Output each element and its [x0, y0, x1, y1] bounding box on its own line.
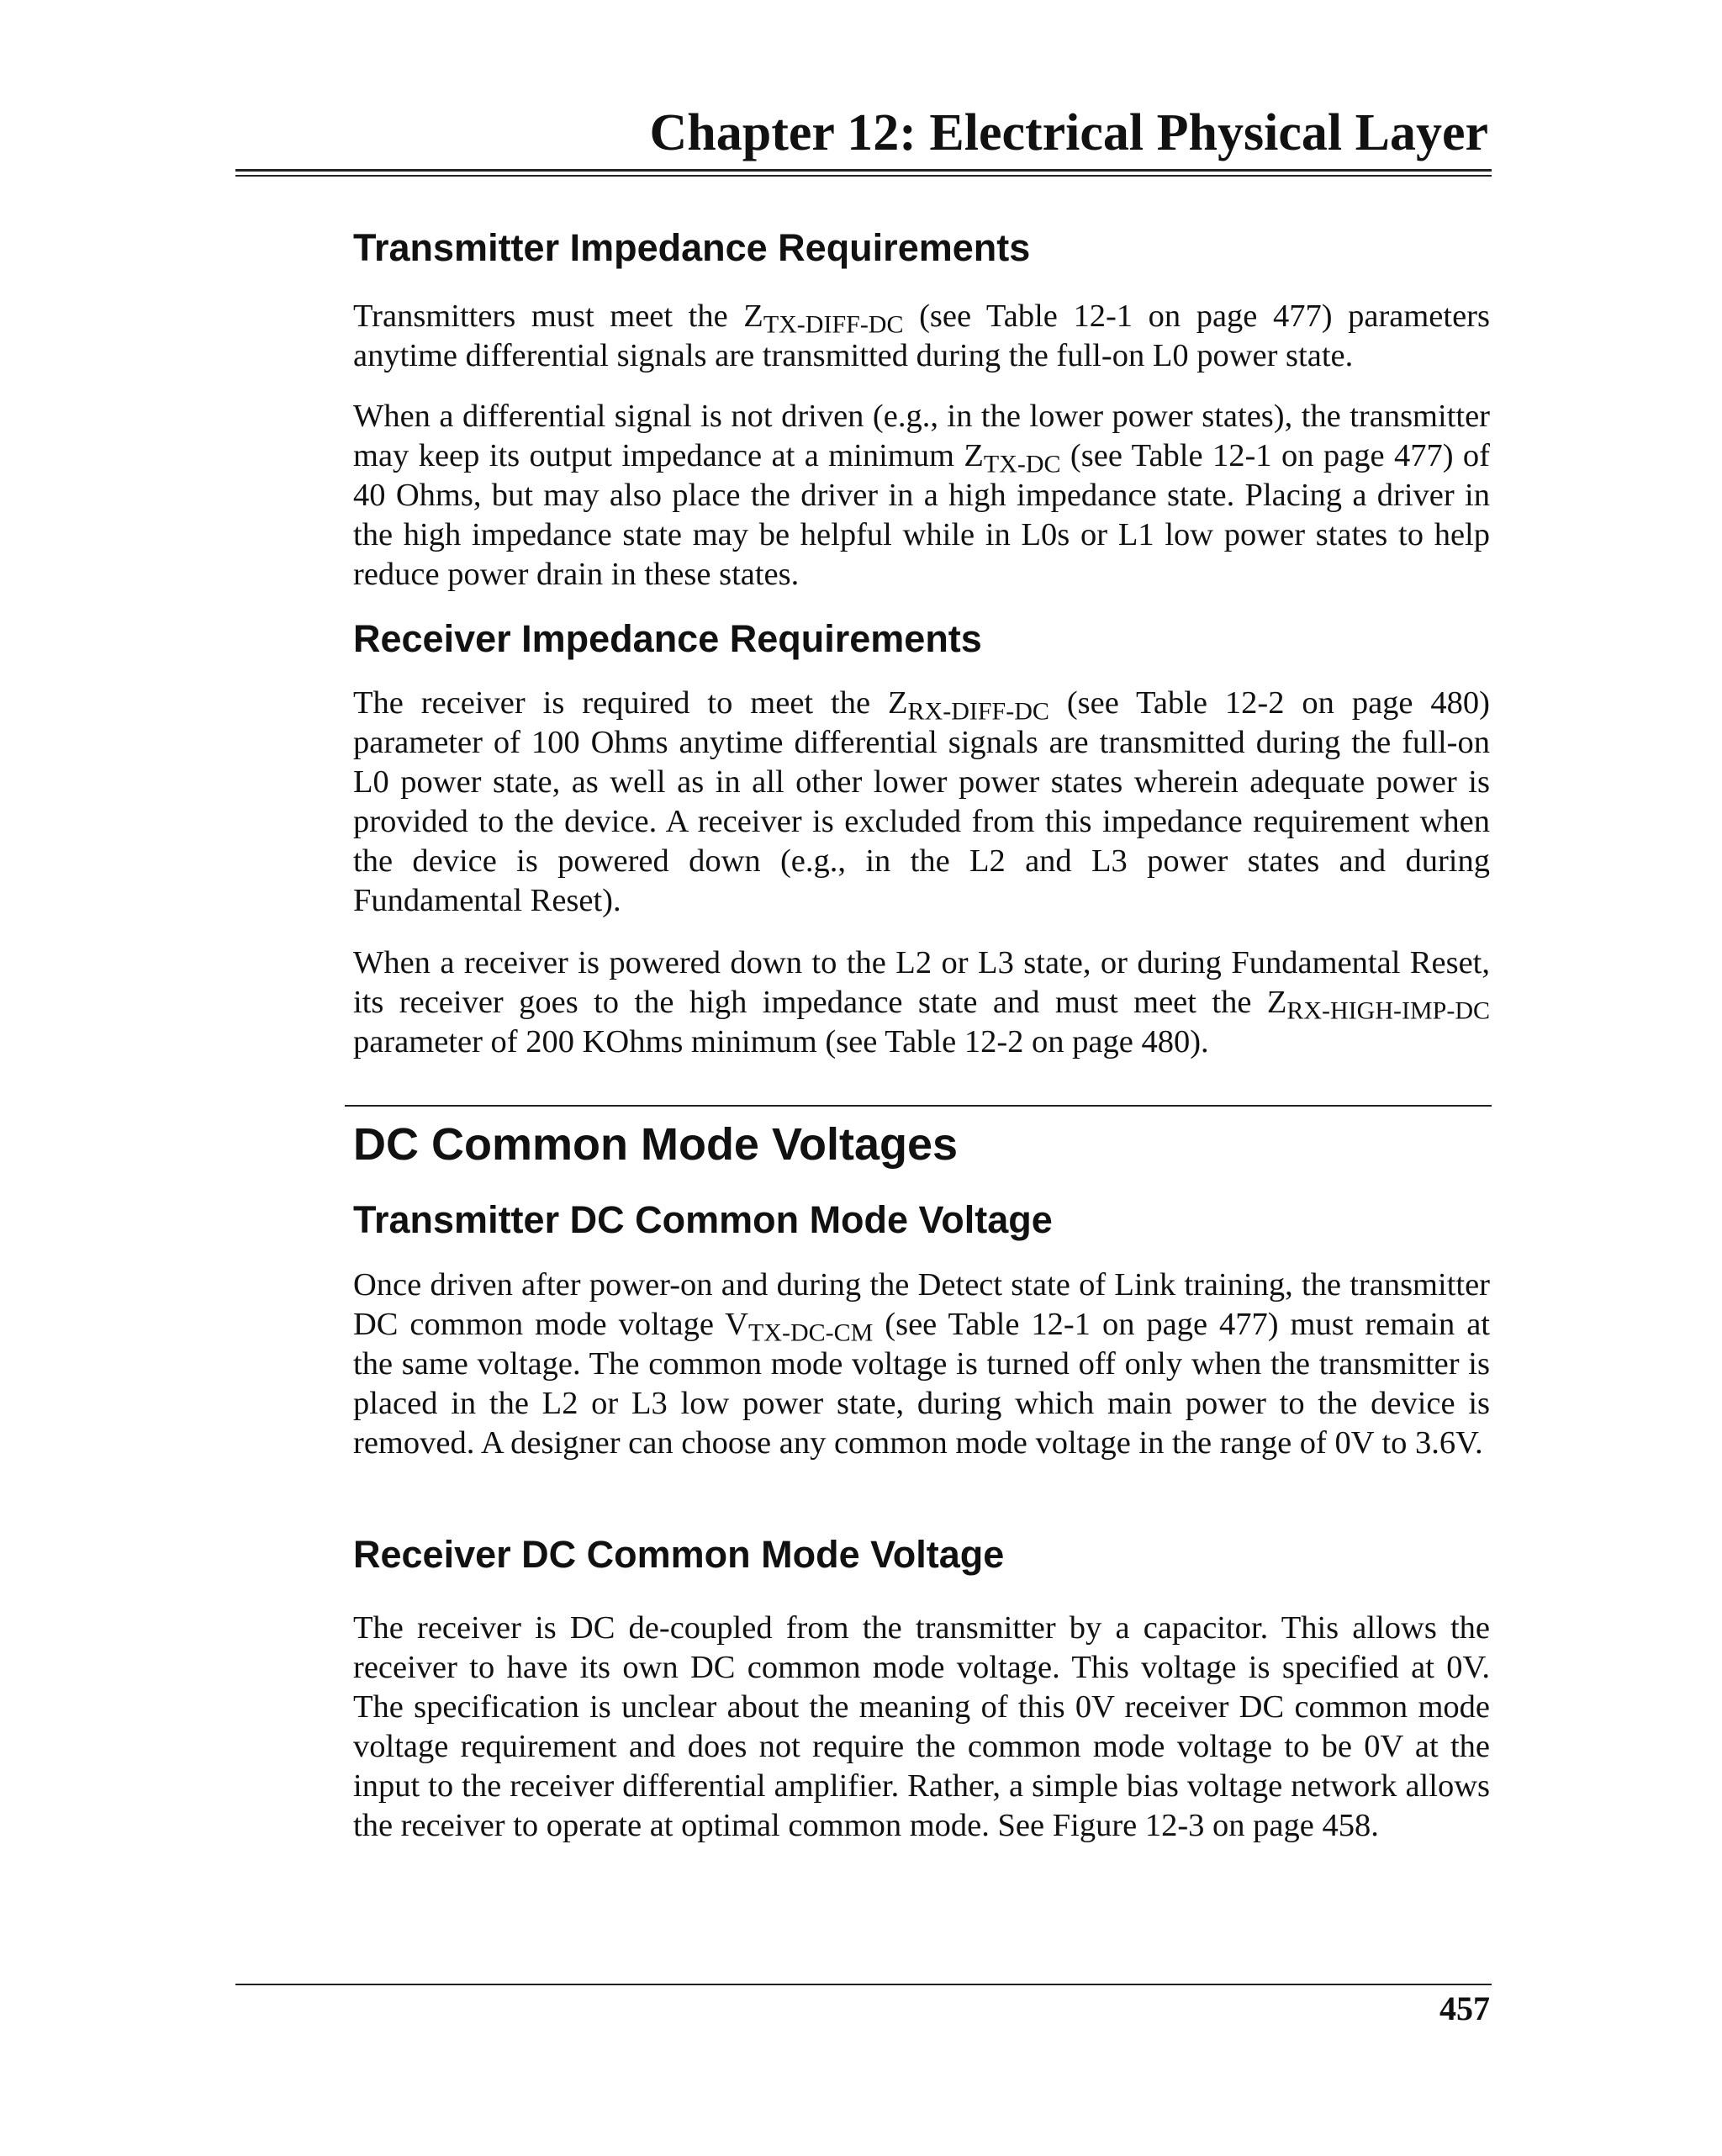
paragraph-tx-dc-common-mode: [353, 1266, 1490, 1463]
text-run: (see Table 12-1 on page 477) parameters anytime differential signals are transmitted during the full-on L0 power state.: [353, 299, 1490, 373]
text-run: parameter of 200 KOhms minimum (see Table 12-2 on page 480).: [353, 1024, 1209, 1060]
header-rule-top: [235, 169, 1492, 172]
heading-receiver-impedance: Receiver Impedance Requirements: [353, 617, 982, 660]
heading-transmitter-impedance: Transmitter Impedance Requirements: [353, 226, 1031, 269]
paragraph-tx-impedance-1: [353, 297, 1490, 376]
paragraph-rx-impedance-1: [353, 684, 1490, 921]
heading-receiver-dc-common-mode: Receiver DC Common Mode Voltage: [353, 1533, 1005, 1576]
subscript: RX-HIGH-IMP-DC: [1286, 996, 1490, 1025]
chapter-title: Chapter 12: Electrical Physical Layer: [649, 104, 1488, 161]
section-rule: [345, 1105, 1492, 1107]
subscript: TX-DC-CM: [747, 1318, 874, 1347]
text-run: The receiver is required to meet the Z: [353, 685, 908, 721]
subscript: TX-DIFF-DC: [763, 310, 904, 339]
subscript: RX-DIFF-DC: [907, 697, 1049, 726]
text-run: Transmitters must meet the Z: [353, 299, 763, 334]
header-rule-bottom: [235, 175, 1492, 177]
text-run: When a receiver is powered down to the L2 or L3 state, or during Fundamental Reset, its receiver goes to the high impedance state and must meet the Z: [353, 945, 1490, 1020]
heading-dc-common-mode-voltages: DC Common Mode Voltages: [353, 1119, 959, 1170]
text-run: (see Table 12-2 on page 480) parameter of 100 Ohms anytime differential signals are transmitted during the full-on L0 power state, as well as in all other lower power states wherein adequate power is provided to the device. A receiver is excluded from this impedance requirement when the device is powered down (e.g., in the L2 and L3 power states and during Fundamental Reset).: [353, 685, 1490, 918]
page-number: 457: [1439, 1990, 1490, 2027]
text-run: (see Table 12-1 on page 477) of 40 Ohms, but may also place the driver in a high impedance state. Placing a driver in the high impedance state may be helpful while in L0s or L1 low power states to help reduce power drain in these states.: [353, 438, 1490, 592]
subscript: TX-DC: [983, 450, 1061, 478]
text-run: Once driven after power-on and during the Detect state of Link training, the transmitter DC common mode voltage V: [353, 1267, 1490, 1342]
text-run: (see Table 12-1 on page 477) must remain at the same voltage. The common mode voltage is turned off only when the transmitter is placed in the L2 or L3 low power state, during which main power to the device is removed. A designer can choose any common mode voltage in the range of 0V to 3.6V.: [353, 1307, 1490, 1461]
paragraph-tx-impedance-2: [353, 397, 1490, 594]
paragraph-rx-dc-common-mode: The receiver is DC de-coupled from the transmitter by a capacitor. This allows the receiver to have its own DC common mode voltage. This voltage is specified at 0V. The specification is unclear about the meaning of this 0V receiver DC common mode voltage requirement and does not require the common mode voltage to be 0V at the input to the receiver differential amplifier. Rather, a simple bias voltage network allows the receiver to operate at optimal common mode. See Figure 12-3 on page 458.: [353, 1610, 1490, 1843]
footer-rule: [235, 1984, 1492, 1985]
text-run: When a differential signal is not driven (e.g., in the lower power states), the transmitter may keep its output impedance at a minimum Z: [353, 399, 1490, 473]
paragraph-rx-impedance-2: [353, 943, 1490, 1062]
heading-transmitter-dc-common-mode: Transmitter DC Common Mode Voltage: [353, 1198, 1053, 1241]
